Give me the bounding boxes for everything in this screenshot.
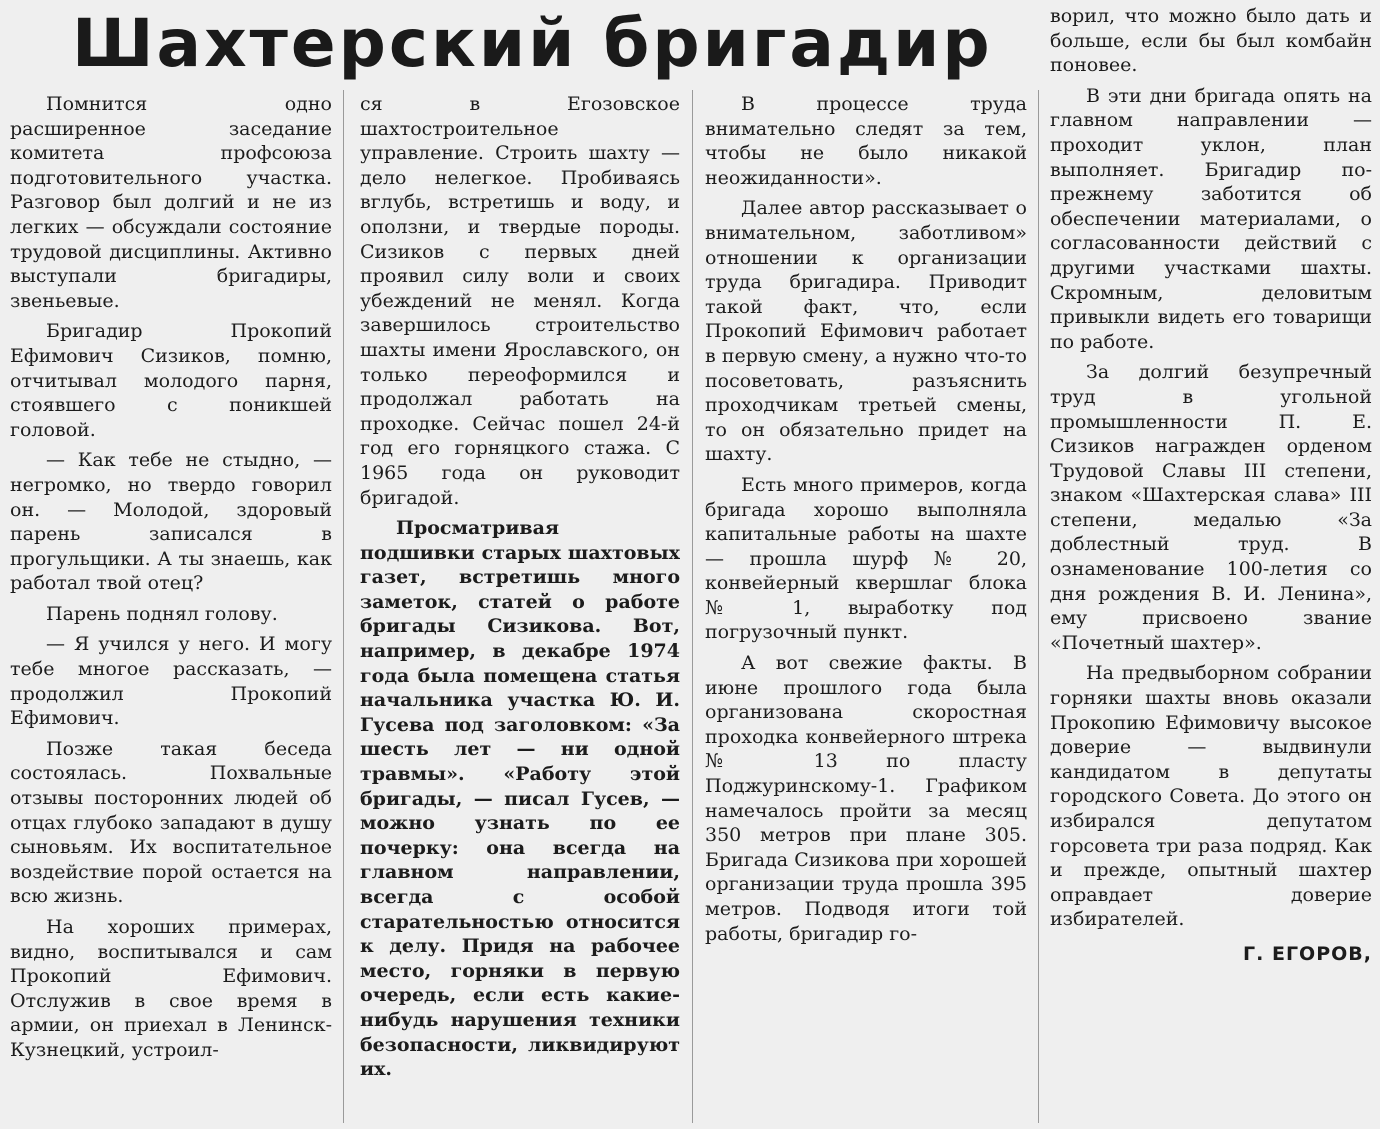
column-divider [343, 90, 344, 1123]
column-divider [1038, 90, 1039, 1123]
author-signature: Г. ЕГОРОВ, [1243, 942, 1372, 965]
paragraph: В эти дни бригада опять на главном направлении — проходит уклон, план выполняет. Бригадир по-прежнему заботится об обеспечении материалами, о согласованности действий с другими участками шахты. Скромным, деловитым привыкли видеть его товарищи по работе. [1050, 84, 1372, 353]
paragraph: На предвыборном собрании горняки шахты вновь оказали Прокопию Ефимовичу высокое доверие — выдвинули кандидатом в депутаты городского Совета. До этого он избирался депутатом горсовета три раза подряд. Как и прежде, опытный шахтер оправдает доверие избирателей. [1050, 662, 1372, 931]
article-headline: Шахтерский бригадир [72, 5, 993, 82]
paragraph: — Как тебе не стыдно, — негромко, но твердо говорил он. — Молодой, здоровый парень записался в прогульщики. А ты знаешь, как работал твой отец? [10, 449, 332, 595]
paragraph: Есть много примеров, когда бригада хорошо выполняла капитальные работы на шахте — прошла шурф № 20, конвейерный квершлаг блока № 1, выработку под погрузочный пункт. [705, 473, 1027, 644]
column-divider [692, 90, 693, 1123]
paragraph: Помнится одно расширенное заседание комитета профсоюза подготовительного участка. Разговор был долгий и не из легких — обсуждали состояние трудовой дисциплины. Активно выступали бригадиры, звеньевые. [10, 93, 332, 312]
paragraph: Просматривая подшивки старых шахтовых газет, встретишь много заметок, статей о работе бригады Сизикова. Вот, например, в декабре 1974 года была помещена статья начальника участка Ю. И. Гусева под заголовком: «За шесть лет — ни одной травмы». «Работу этой бригады, — писал Гусев, — можно узнать по ее почерку: она всегда на главном направлении, всегда с особой старательностью относится к делу. Придя на рабочее место, горняки в первую очередь, если есть какие-нибудь нарушения техники безопасности, ликвидируют их. [360, 517, 680, 1081]
article-column-3 [705, 92, 1027, 1122]
paragraph: Парень поднял голову. [46, 602, 278, 625]
paragraph: А вот свежие факты. В июне прошлого года была организована скоростная проходка конвейерного штрека № 13 по пласту Поджуринскому-1. Графиком намечалось пройти за месяц 350 метров при плане 305. Бригада Сизикова при хорошей организации труда прошла 395 метров. Подводя итоги той работы, бригадир го- [705, 652, 1027, 945]
paragraph: ворил, что можно было дать и больше, если бы был комбайн поновее. [1050, 5, 1372, 77]
paragraph: Далее автор рассказывает о внимательном, заботливом» отношении к организации труда бригадира. Приводит такой факт, что, если Прокопий Ефимович работает в первую смену, а нужно что-то посоветовать, разъяснить проходчикам третьей смены, то он обязательно придет на шахту. [705, 197, 1027, 466]
paragraph: За долгий безупречный труд в угольной промышленности П. Е. Сизиков награжден орденом Трудовой Славы III степени, знаком «Шахтерская слава» III степени, медалью «За доблестный труд. В ознаменование 100-летия со дня рождения В. И. Ленина», ему присвоено звание «Почетный шахтер». [1050, 361, 1372, 654]
paragraph: На хороших примерах, видно, воспитывался и сам Прокопий Ефимович. Отслужив в свое время в армии, он приехал в Ленинск-Кузнецкий, устроил- [10, 916, 332, 1061]
paragraph: Позже такая беседа состоялась. Похвальные отзывы посторонних людей об отцах глубоко западают в душу сыновьям. Их воспитательное воздействие порой остается на всю жизнь. [10, 737, 332, 908]
paragraph: ся в Егозовское шахтостроительное управление. Строить шахту — дело нелегкое. Пробиваясь вглубь, встретишь и воду, и оползни, и твердые породы. Сизиков с первых дней проявил силу воли и своих убеждений не менял. Когда завершилось строительство шахты имени Ярославского, он только переоформился и продолжал работать на проходке. Сейчас пошел 24-й год его горняцкого стажа. С 1965 года он руководит бригадой. [360, 93, 680, 509]
paragraph: В процессе труда внимательно следят за тем, чтобы не было никакой неожиданности». [705, 93, 1027, 189]
paragraph: Бригадир Прокопий Ефимович Сизиков, помню, отчитывал молодого парня, стоявшего с поникшей головой. [10, 320, 332, 441]
article-column-1 [10, 92, 332, 1122]
article-column-2 [360, 92, 680, 1122]
paragraph: — Я учился у него. И могу тебе многое рассказать, — продолжил Прокопий Ефимович. [10, 633, 332, 730]
article-column-4 [1050, 4, 1372, 1122]
